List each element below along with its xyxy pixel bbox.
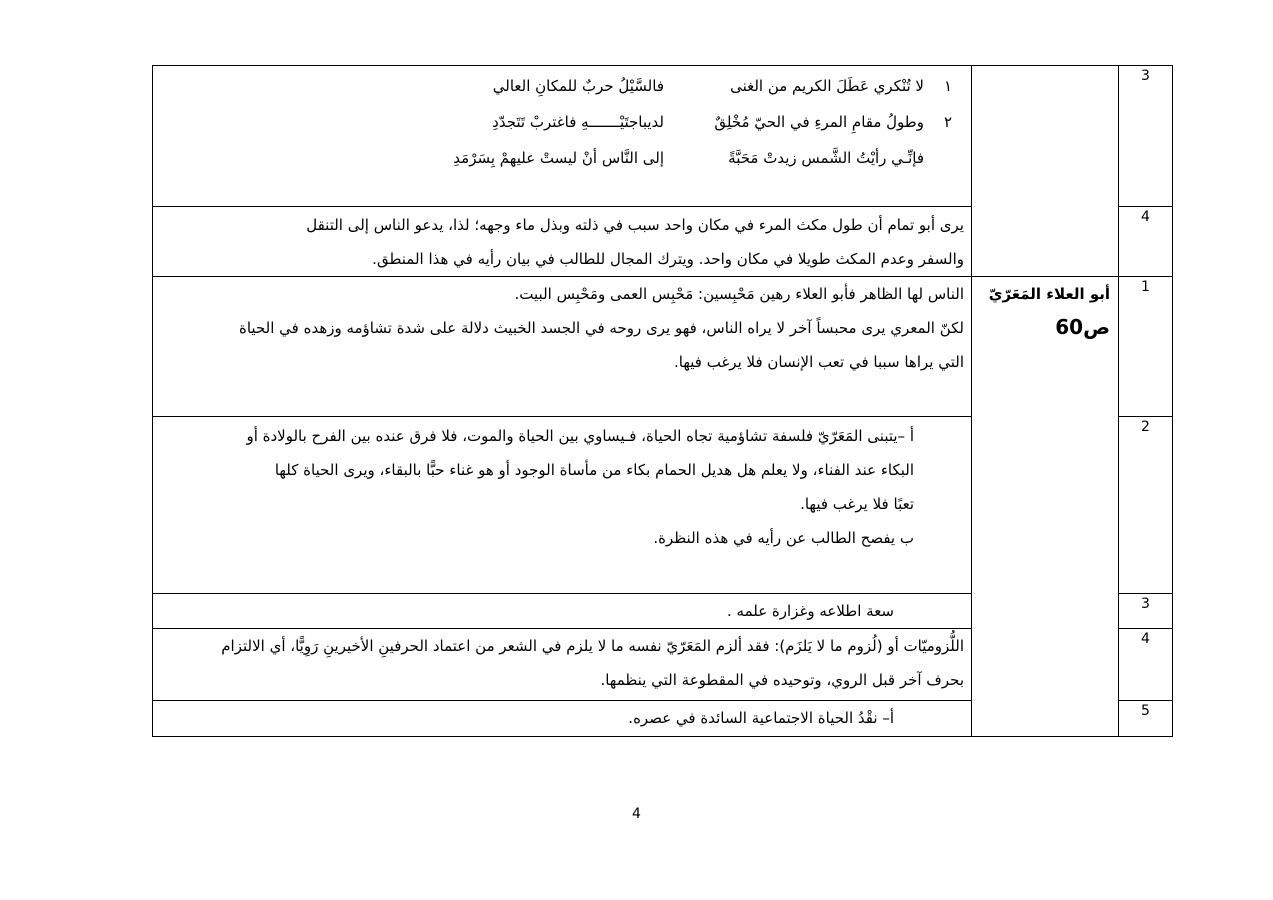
poem-verse	[160, 104, 964, 140]
question-number-cell	[1119, 207, 1173, 277]
question-number-cell	[1119, 417, 1173, 594]
question-number-cell	[1119, 629, 1173, 701]
question-number: 5	[1141, 703, 1150, 719]
answer-line: لكنّ المعري يرى محبساً آخر لا يراه الناس، فهو يرى روحه في الجسد الخبيث دلالة على شدة تشاؤمه وزهده في الحياة	[239, 319, 964, 337]
question-number: 3	[1141, 68, 1150, 84]
verse-second-hemistich: لديباجتَيْـــــــهِ فاغتربْ تَتَجدّدِ	[492, 113, 664, 131]
answer-cell	[153, 701, 972, 737]
table-row	[153, 277, 1173, 417]
answer-line: اللُّزوميّات أو (لُزوم ما لا يَلزَم): فقد ألزم المَعَرّيّ نفسه ما لا يلزم في الشعر من اعتماد الحرفينِ الأخيرينِ رَوِيًّا، أي الالتزام	[221, 637, 964, 655]
question-number: 4	[1141, 209, 1150, 225]
topic-title: أبو العلاء المَعَرّيّ	[988, 285, 1110, 303]
verse-first-hemistich: وطولُ مقامِ المرءِ في الحيّ مُخْلِقٌ	[714, 113, 924, 131]
answer-cell	[153, 629, 972, 701]
verse-number	[924, 140, 964, 176]
question-number-cell	[1119, 277, 1173, 417]
table-row	[153, 66, 1173, 207]
question-number: 4	[1141, 631, 1150, 647]
answer-line: ب يفصح الطالب عن رأيه في هذه النظرة.	[653, 529, 914, 547]
verse-number: ٢	[943, 113, 952, 131]
answer-table	[152, 65, 1173, 737]
answer-cell	[153, 277, 972, 417]
page-number: 4	[632, 806, 641, 822]
topic-page-ref: ص60	[1055, 315, 1110, 339]
answer-line: الناس لها الظاهر فأبو العلاء رهين مَحْبِسين: مَحْبِس العمى ومَحْبِس البيت.	[514, 285, 964, 303]
answer-line: سعة اطلاعه وغزارة علمه .	[727, 602, 894, 620]
verse-first-hemistich: لا تُنْكري عَطَلَ الكريم من الغنى	[730, 77, 924, 95]
question-number-cell	[1119, 701, 1173, 737]
topic-cell	[972, 277, 1119, 737]
verse-first-hemistich: فإنِّـي رأيْتُ الشَّمس زيدتْ مَحَبَّةً	[728, 149, 924, 167]
answer-line: التي يراها سببا في تعب الإنسان فلا يرغب فيها.	[674, 353, 964, 371]
question-number: 1	[1141, 279, 1150, 295]
answer-line: يرى أبو تمام أن طول مكث المرء في مكان واحد سبب في ذلته وبذل ماء وجهه؛ لذا، يدعو الناس إلى التنقل	[306, 216, 964, 234]
verse-number: ١	[943, 77, 952, 95]
verse-second-hemistich: إلى النَّاس أنْ ليستْ عليهمْ بِسَرْمَدِ	[453, 149, 664, 167]
verse-second-hemistich: فالسَّيْلُ حربٌ للمكانِ العالي	[492, 77, 664, 95]
answer-cell	[153, 417, 972, 594]
answer-cell	[153, 594, 972, 629]
poem-verse	[160, 68, 964, 104]
answer-line: والسفر وعدم المكث طويلا في مكان واحد. ويترك المجال للطالب في بيان رأيه في هذا المنطق.	[372, 250, 964, 268]
answer-line: بحرف آخر قبل الروي، وتوحيده في المقطوعة التي ينظمها.	[600, 671, 964, 689]
answer-line: أ –يتبنى المَعَرّيّ فلسفة تشاؤمية تجاه الحياة، فـيساوي بين الحياة والموت، فلا فرق عنده بين الفرح بالولادة أو	[246, 427, 914, 445]
question-number-cell	[1119, 594, 1173, 629]
poem-verse	[160, 140, 964, 176]
answer-cell	[153, 207, 972, 277]
question-number: 2	[1141, 419, 1150, 435]
answer-cell	[153, 66, 972, 207]
answer-line: البكاء عند الفناء، ولا يعلم هل هديل الحمام بكاء من مأساة الوجود أو هو غناء حبًّا بالبقاء، ويرى الحياة كلها	[274, 461, 914, 479]
topic-cell	[972, 66, 1119, 277]
answer-line: أ– نقْدُ الحياة الاجتماعية السائدة في عصره.	[628, 709, 894, 727]
question-number: 3	[1141, 596, 1150, 612]
answer-line: تعبًا فلا يرغب فيها.	[800, 495, 914, 513]
question-number-cell	[1119, 66, 1173, 207]
